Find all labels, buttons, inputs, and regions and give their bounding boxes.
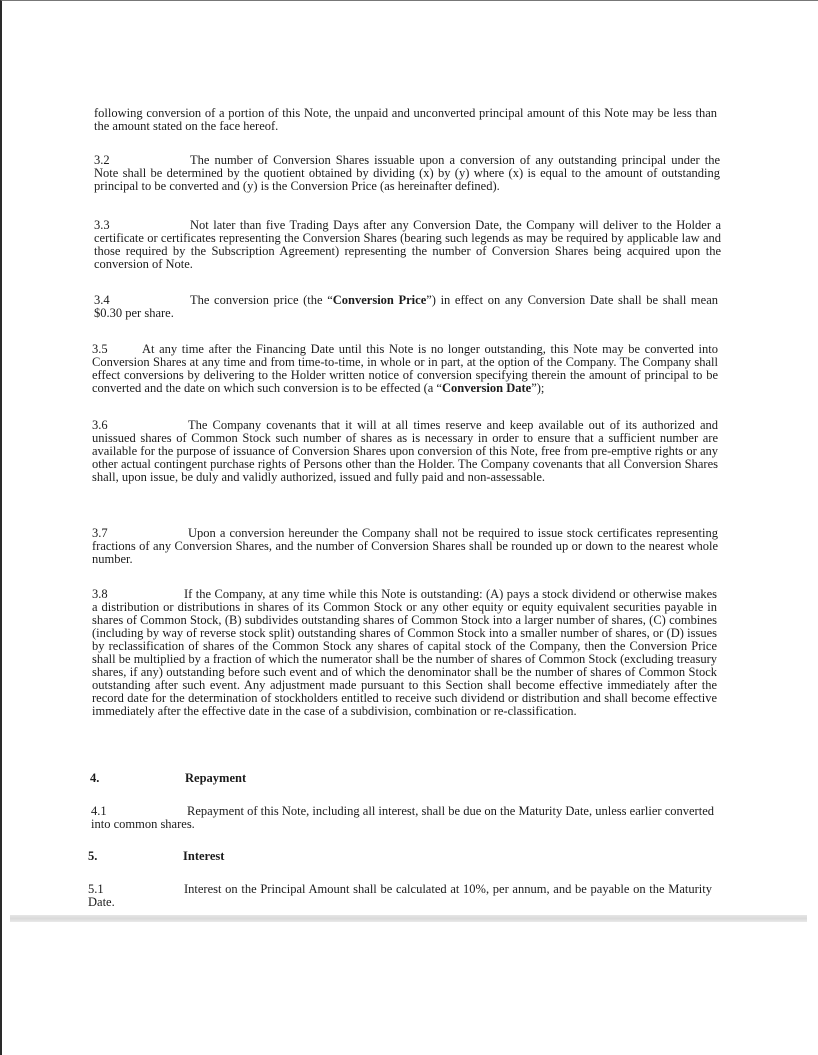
section-text: The number of Conversion Shares issuable upon a conversion of any outstanding principal under the Note shall be determined by the quotient obtained by dividing (x) by (y) where (x) is equal to the amount of outstanding principal to be converted and (y) is the Conversion Price (as hereinafter defined). — [94, 153, 720, 193]
section-text: If the Company, at any time while this Note is outstanding: (A) pays a stock dividend or otherwise makes a distribution or distributions in shares of its Common Stock or any other equity or equity equivalent securities payable in shares of Common Stock, (B) subdivides outstanding shares of Common Stock into a larger number of shares, (C) combines (including by way of reverse stock split) outstanding shares of Common Stock into a smaller number of shares, or (D) issues by reclassification of shares of the Common Stock any shares of capital stock of the Company, then the Conversion Price shall be multiplied by a fraction of which the numerator shall be the number of shares of Common Stock (excluding treasury shares, if any) outstanding before such event and of which the denominator shall be the number of shares of Common Stock outstanding after such event. Any adjustment made pursuant to this Section shall become effective immediately after the record date for the determination of stockholders entitled to receive such dividend or distribution and shall become effective immediately after the effective date in the case of a subdivision, combination or re-classification. — [92, 587, 717, 718]
section-text-before: The conversion price (the “ — [190, 293, 333, 307]
section-number: 3.8 — [92, 587, 108, 601]
defined-term-conversion-price: Conversion Price — [332, 293, 427, 307]
section-text: Repayment of this Note, including all interest, shall be due on the Maturity Date, unless earlier converted into common shares. — [91, 804, 714, 831]
section-number: 3.2 — [94, 153, 110, 167]
lead-paragraph — [94, 107, 717, 133]
section-heading-title: Interest — [183, 849, 225, 863]
section-text: The Company covenants that it will at all times reserve and keep available out of its authorized and unissued shares of Common Stock such number of shares as is necessary in order to ensure that a sufficient number are available for the purpose of issuance of Conversion Shares upon conversion of this Note, free from pre-emptive rights or any other actual contingent purchase rights of Persons other than the Holder. The Company covenants that all Conversion Shares shall, upon issue, be duly and validly authorized, issued and fully paid and non-assessable. — [92, 418, 718, 484]
section-text: Not later than five Trading Days after any Conversion Date, the Company will deliver to the Holder a certificate or certificates representing the Conversion Shares (bearing such legends as may be required by applicable law and those required by the Subscription Agreement) representing the number of Conversion Shares being acquired upon the conversion of Note. — [94, 218, 721, 271]
section-number: 3.5 — [92, 342, 108, 356]
section-number: 4.1 — [91, 804, 107, 818]
section-3-3 — [94, 219, 721, 271]
section-3-6 — [92, 419, 718, 484]
section-text-after: ”); — [531, 381, 545, 395]
section-heading-number: 4. — [90, 771, 100, 785]
section-number: 3.7 — [92, 526, 108, 540]
scan-edge-strip — [10, 915, 807, 922]
lead-paragraph-text: following conversion of a portion of this Note, the unpaid and unconverted principal amount of this Note may be less than the amount stated on the face hereof. — [94, 106, 717, 133]
section-number: 3.3 — [94, 218, 110, 232]
section-3-4 — [94, 294, 718, 320]
section-text: Interest on the Principal Amount shall be calculated at 10%, per annum, and be payable on the Maturity Date. — [88, 882, 712, 909]
section-heading-number: 5. — [88, 849, 98, 863]
section-text-before: At any time after the Financing Date until this Note is no longer outstanding, this Note may be converted into Conversion Shares at any time and from time-to-time, in whole or in part, at the option of the Company. The Company shall effect conversions by delivering to the Holder written notice of conversion specifying therein the amount of principal to be converted and the date on which such conversion is to be effected (a “ — [92, 342, 718, 395]
defined-term-conversion-date: Conversion Date — [441, 381, 532, 395]
section-5-1 — [88, 883, 712, 909]
document-content — [2, 1, 818, 1055]
section-4-1 — [91, 805, 714, 831]
section-text: Upon a conversion hereunder the Company shall not be required to issue stock certificates representing fractions of any Conversion Shares, and the number of Conversion Shares shall be rounded up or down to the nearest whole number. — [92, 526, 718, 566]
section-3-7 — [92, 527, 718, 566]
section-text-after: ”) in effect on any Conversion Date shall be shall mean $0.30 per share. — [94, 293, 719, 320]
section-heading-title: Repayment — [185, 771, 247, 785]
section-number: 3.4 — [94, 293, 110, 307]
section-number: 5.1 — [88, 882, 104, 896]
section-number: 3.6 — [92, 418, 108, 432]
section-3-5 — [92, 343, 718, 395]
section-3-2 — [94, 154, 720, 193]
section-3-8 — [92, 588, 717, 718]
